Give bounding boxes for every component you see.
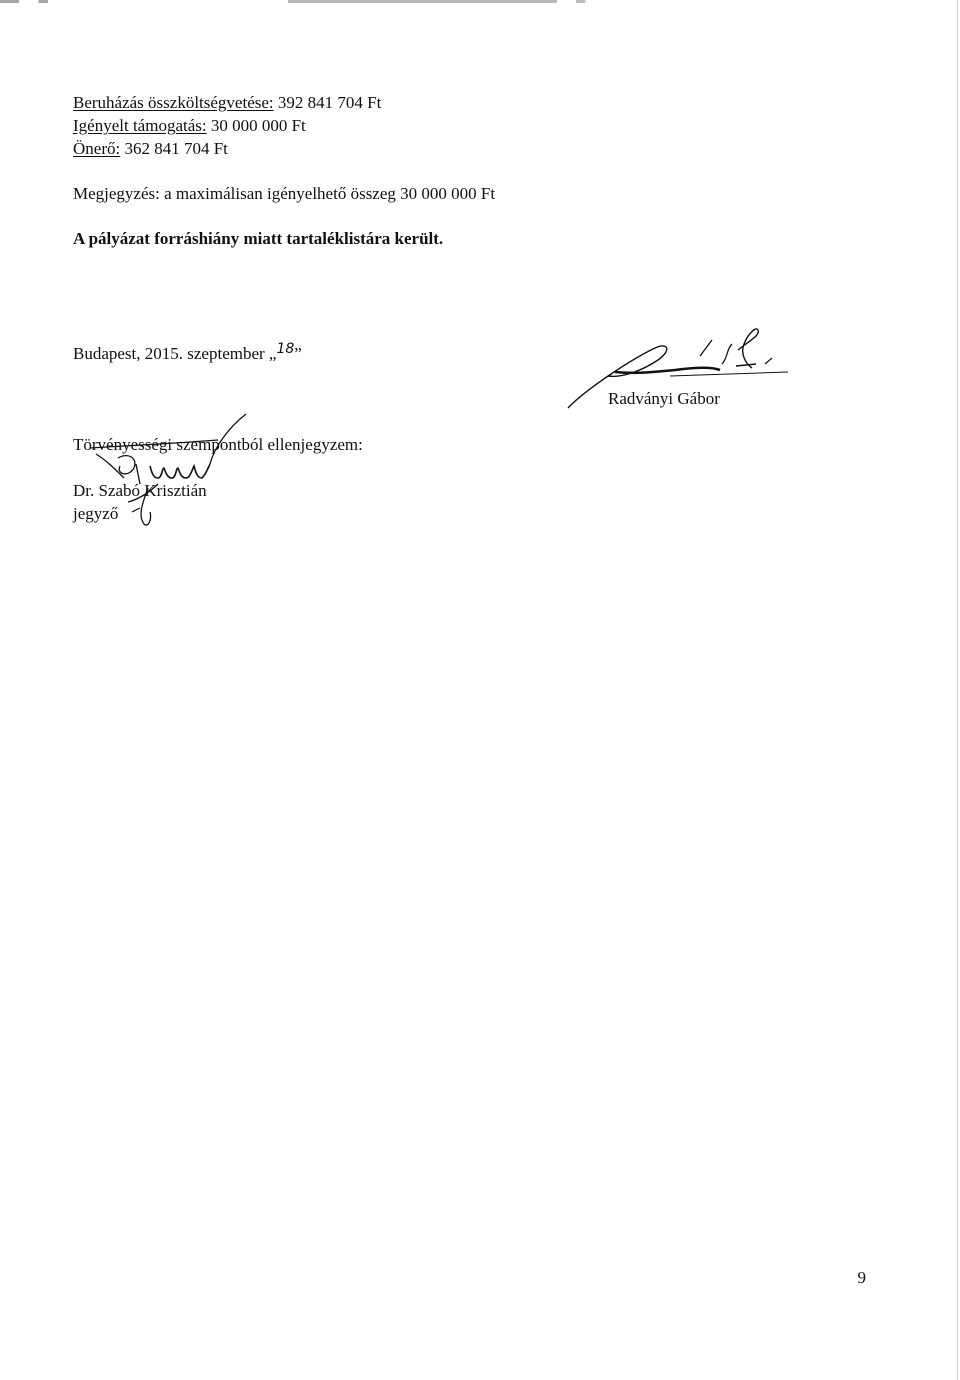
total-cost-line	[73, 92, 381, 114]
result-statement: A pályázat forráshiány miatt tartaléklistára került.	[73, 229, 444, 248]
scan-edge-right	[957, 0, 958, 1380]
requested-support-line	[73, 115, 306, 137]
clerk-name: Dr. Szabó Krisztián	[73, 481, 207, 500]
legal-check-label: Törvényességi szempontból ellenjegyzem:	[73, 435, 363, 454]
clerk-role: jegyző	[73, 504, 119, 523]
requested-support-value: 30 000 000 Ft	[210, 116, 306, 135]
requested-support-label: Igényelt támogatás:	[73, 116, 207, 135]
signatory-name: Radványi Gábor	[608, 389, 720, 408]
signature-clerk-graphic	[88, 408, 258, 528]
own-contribution-value: 362 841 704 Ft	[124, 139, 228, 158]
own-contribution-line	[73, 138, 228, 160]
handwritten-day: 18	[276, 341, 295, 357]
scan-edge-top	[0, 0, 960, 3]
total-cost-label: Beruházás összköltségvetése:	[73, 93, 274, 112]
own-contribution-label: Önerő:	[73, 139, 121, 158]
date-closing-quote: ”	[294, 344, 302, 363]
note-line: Megjegyzés: a maximálisan igényelhető összeg 30 000 000 Ft	[73, 184, 496, 203]
total-cost-value: 392 841 704 Ft	[277, 93, 382, 112]
page-number: 9	[857, 1268, 866, 1287]
place-date-line	[73, 343, 302, 366]
place-date-text: Budapest, 2015. szeptember „	[73, 344, 277, 363]
